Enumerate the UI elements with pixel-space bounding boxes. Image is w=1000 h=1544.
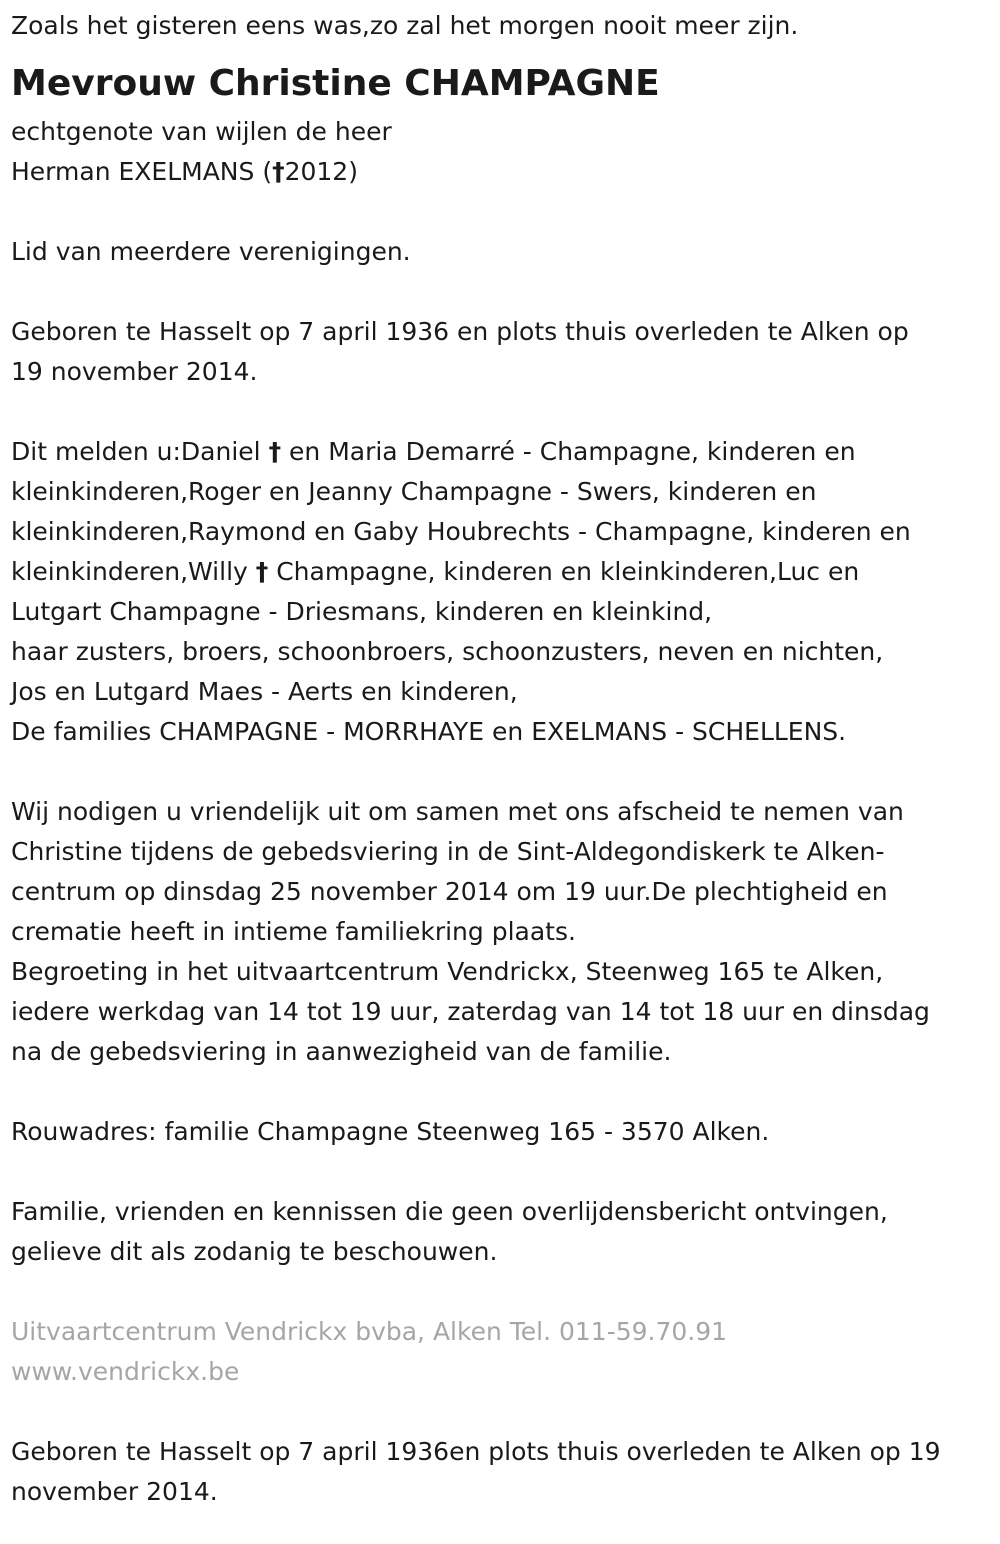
spouse-line-1: echtgenote van wijlen de heer — [11, 117, 392, 146]
family-text-part-2: en Maria Demarré - Champagne, kinderen en kleinkinderen,Roger en Jeanny Champagne - Swers, kinderen en kleinkinderen,Raymond en Gaby Houbrechts - Champagne, kinderen en kleinkinderen,Willy — [11, 437, 911, 586]
mourning-address: Rouwadres: familie Champagne Steenweg 165 - 3570 Alken. — [11, 1117, 770, 1146]
spacer — [11, 1152, 991, 1192]
family-announcement — [11, 432, 991, 752]
membership-text: Lid van meerdere verenigingen. — [11, 237, 411, 266]
ceremony-text: Wij nodigen u vriendelijk uit om samen met ons afscheid te nemen van Christine tijdens de gebedsviering in de Sint-Aldegondiskerk te Alken- centrum op dinsdag 25 november 2014 om 19 uur.De plechtigheid en crematie heeft in intieme familiekring plaats. Begroeting in het uitvaartcentrum Vendrickx, Steenweg 165 te Alken, iedere werkdag van 14 tot 19 uur, zaterdag van 14 tot 18 uur en dinsdag na de gebedsviering in aanwezigheid van de familie. — [11, 797, 930, 1066]
spacer — [11, 1392, 991, 1432]
funeral-home-info: Uitvaartcentrum Vendrickx bvba, Alken Tel. 011-59.70.91 — [11, 1317, 728, 1346]
deceased-name: Mevrouw Christine CHAMPAGNE — [11, 63, 660, 104]
spacer — [11, 192, 991, 232]
cross-icon: † — [272, 157, 285, 186]
family-text-part-1: Dit melden u:Daniel — [11, 437, 269, 466]
family-text-part-3: Champagne, kinderen en kleinkinderen,Luc en Lutgart Champagne - Driesmans, kinderen en kleinkind, haar zusters, broers, schoonbroers, schoonzusters, neven en nichten, Jos en Lutgard Maes - Aerts en kinderen, De families CHAMPAGNE - MORRHAYE en EXELMANS - SCHELLENS. — [11, 557, 884, 746]
birth-death-text-repeat: Geboren te Hasselt op 7 april 1936en plots thuis overleden te Alken op 19 november 2014. — [11, 1437, 941, 1506]
cross-icon: † — [268, 437, 282, 466]
spouse-death-year: 2012) — [284, 157, 358, 186]
funeral-home-website: www.vendrickx.be — [11, 1357, 240, 1386]
spacer — [11, 1272, 991, 1312]
birth-death-text: Geboren te Hasselt op 7 april 1936 en plots thuis overleden te Alken op 19 november 2014. — [11, 317, 909, 386]
notice-text: Familie, vrienden en kennissen die geen overlijdensbericht ontvingen, gelieve dit als zodanig te beschouwen. — [11, 1197, 888, 1266]
obituary-document — [11, 6, 991, 1512]
spacer — [11, 1072, 991, 1112]
motto: Zoals het gisteren eens was,zo zal het morgen nooit meer zijn. — [11, 11, 799, 40]
cross-icon: † — [255, 557, 269, 586]
spouse-name: Herman EXELMANS ( — [11, 157, 273, 186]
spacer — [11, 392, 991, 432]
spacer — [11, 752, 991, 792]
spouse-line-2 — [11, 152, 991, 192]
spacer — [11, 272, 991, 312]
